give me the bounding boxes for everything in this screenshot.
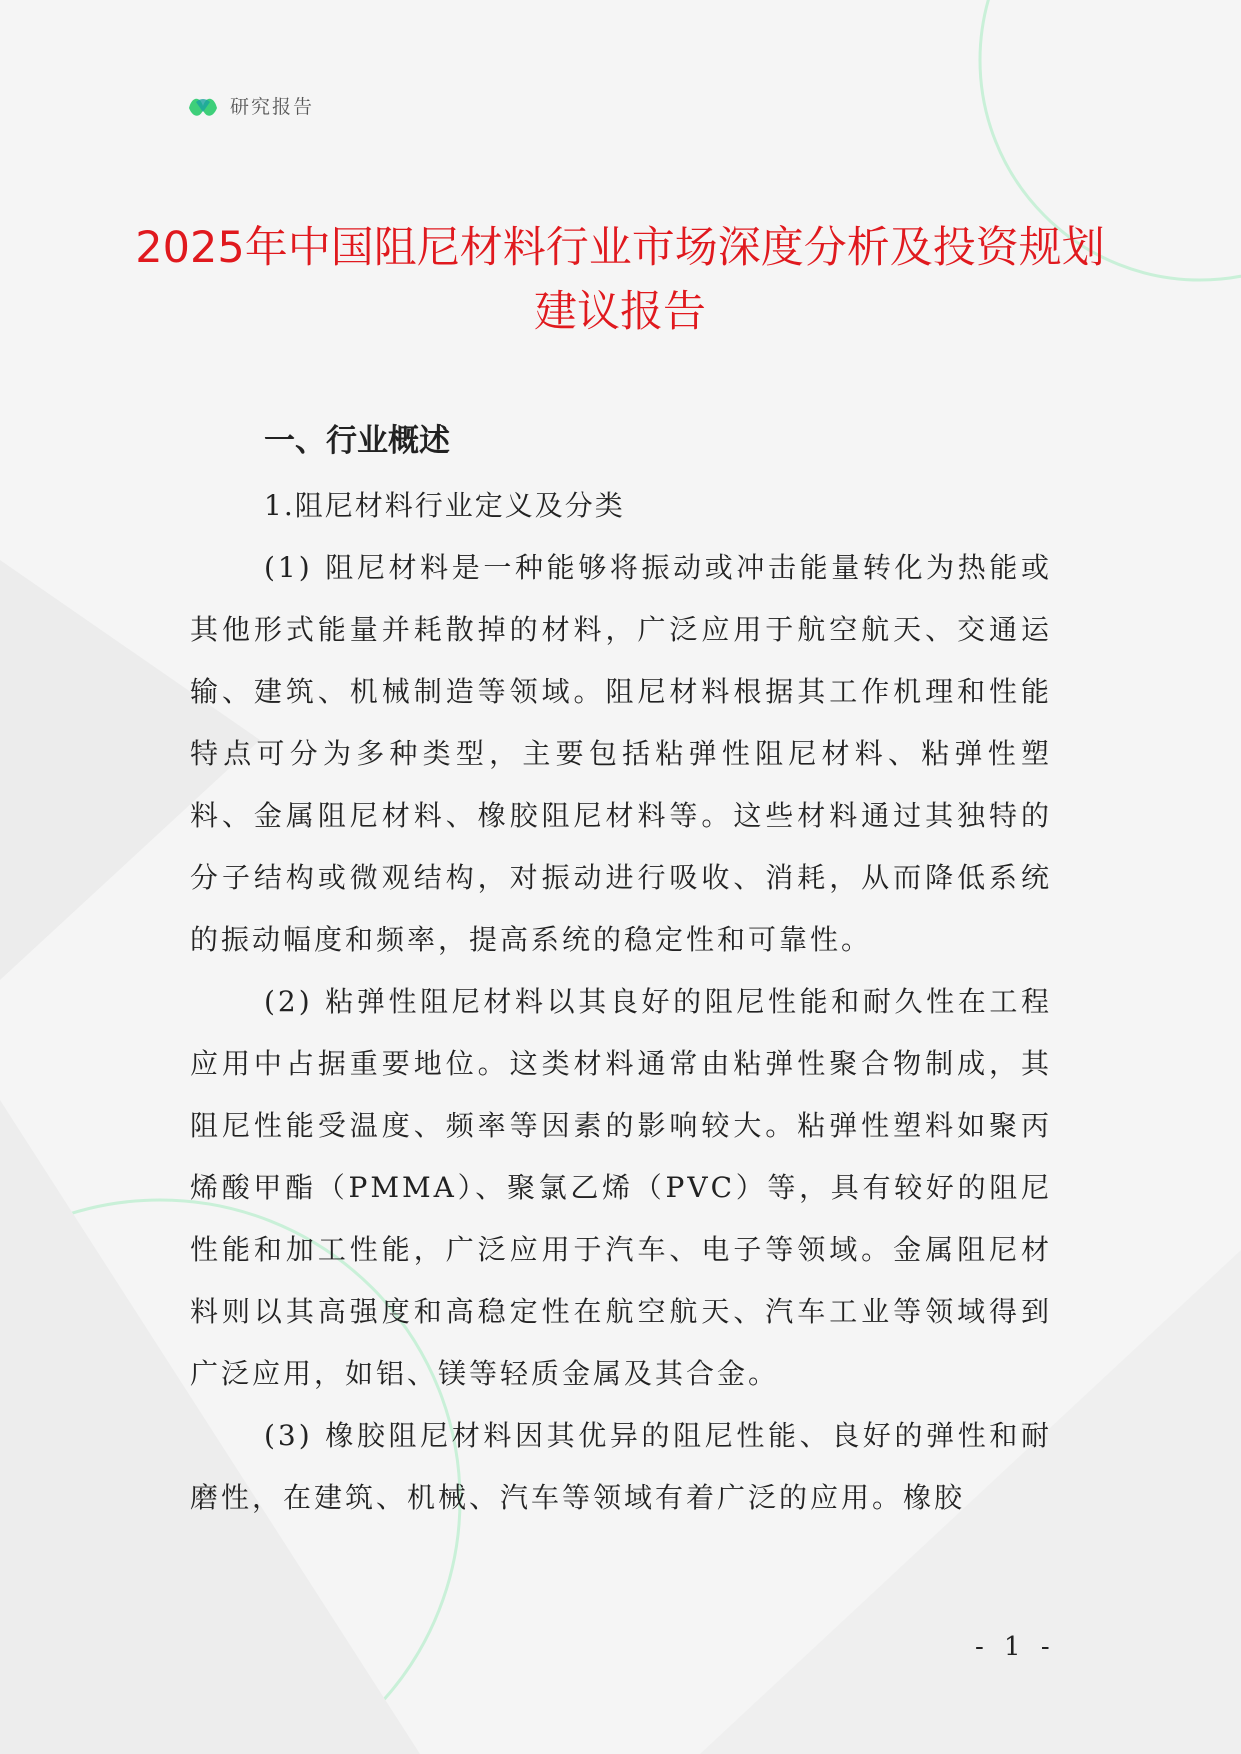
paragraph-2: (2) 粘弹性阻尼材料以其良好的阻尼性能和耐久性在工程应用中占据重要地位。这类材料通常由粘弹性聚合物制成，其阻尼性能受温度、频率等因素的影响较大。粘弹性塑料如聚丙烯酸甲酯（PMMA）、聚氯乙烯（PVC）等，具有较好的阻尼性能和加工性能，广泛应用于汽车、电子等领域。金属阻尼材料则以其高强度和高稳定性在航空航天、汽车工业等领域得到广泛应用，如铝、镁等轻质金属及其合金。 [190,985,1052,1390]
paragraph-1: (1) 阻尼材料是一种能够将振动或冲击能量转化为热能或其他形式能量并耗散掉的材料，广泛应用于航空航天、交通运输、建筑、机械制造等领域。阻尼材料根据其工作机理和性能特点可分为多种类型，主要包括粘弹性阻尼材料、粘弹性塑料、金属阻尼材料、橡胶阻尼材料等。这些材料通过其独特的分子结构或微观结构，对振动进行吸收、消耗，从而降低系统的振动幅度和频率，提高系统的稳定性和可靠性。 [190,551,1052,956]
page-number: - 1 - [975,1632,1056,1662]
report-logo-icon [186,88,220,122]
section-heading: 一、行业概述 [264,423,450,459]
subsection-heading: 1.阻尼材料行业定义及分类 [264,489,625,522]
document-body [190,415,1052,1529]
report-title: 2025年中国阻尼材料行业市场深度分析及投资规划建议报告 [135,223,1105,337]
report-header [186,88,314,122]
paragraph-3: (3) 橡胶阻尼材料因其优异的阻尼性能、良好的弹性和耐磨性，在建筑、机械、汽车等领域有着广泛的应用。橡胶 [190,1419,1052,1514]
header-label: 研究报告 [230,95,315,118]
